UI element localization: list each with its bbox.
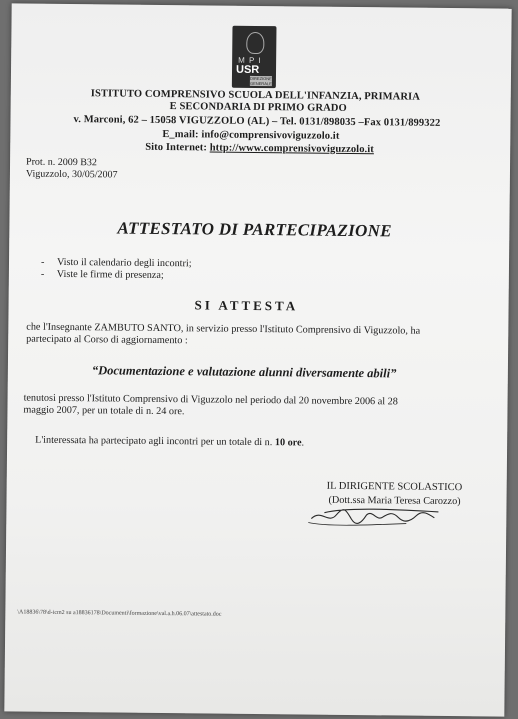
school-name-line1: ISTITUTO COMPRENSIVO SCUOLA DELL'INFANZIA, PRIMARIA [90,88,421,103]
body-line-5 [35,435,304,449]
republic-emblem-icon [246,32,264,54]
si-attesta-heading: SI ATTESTA [194,297,299,314]
handwritten-signature [306,505,446,528]
hours-value: 10 ore [274,437,302,449]
school-name-line2: E SECONDARIA DI PRIMO GRADO [169,101,347,114]
hours-text: L'interessata ha partecipato agli incontri per un totale di n. [35,434,275,449]
place-date: Viguzzolo, 30/05/2007 [25,168,118,181]
premise-1 [41,257,192,270]
signatory-role: IL DIRIGENTE SCOLASTICO [326,480,463,494]
school-website [145,142,374,155]
logo-text-usr: USR [235,63,260,76]
email-value: info@comprensivoviguzzolo.it [201,129,340,142]
email-label: E_mail: [162,128,199,141]
signatory-name: (Dott.ssa Maria Teresa Carozzo) [328,494,461,508]
usr-logo [232,26,277,88]
logo-text-mpi: M P I [238,55,262,66]
body-line-1: che l'Insegnante ZAMBUTO SANTO, in servizio presso l'Istituto Comprensivo di Viguzzolo, ha [26,321,421,337]
premise-text: Visto il calendario degli incontri; [56,256,192,270]
school-email [162,129,339,142]
protocol-number: Prot. n. 2009 B32 [26,156,97,169]
premise-2 [41,269,164,281]
bullet-dash: - [40,268,45,280]
bullet-dash: - [40,256,45,268]
body-line-2: partecipato al Corso di aggiornamento : [26,333,188,347]
school-address: v. Marconi, 62 – 15058 VIGUZZOLO (AL) – Tel. 0131/898035 –Fax 0131/899322 [73,114,441,129]
document-title: ATTESTATO DI PARTECIPAZIONE [117,218,392,241]
body-line-3: tenutosi presso l'Istituto Comprensivo di Viguzzolo nel periodo dal 20 novembre 2006 al 28 [23,392,398,408]
hours-period: . [301,437,305,449]
website-label: Sito Internet: [145,141,208,154]
file-path-footer: \A18836\78\d-icm2 su a18836178\Documenti\formazione\val.a.h.06.07\attestato.doc [17,609,222,618]
certificate-sheet [4,3,511,716]
logo-text-direzione: DIREZIONE GENERALE [249,75,272,87]
premise-text: Viste le firme di presenza; [56,268,164,282]
course-title: “Documentazione e valutazione alunni diversamente abili” [91,363,397,381]
website-value: http://www.comprensivoviguzzolo.it [209,142,374,156]
body-line-4: maggio 2007, per un totale di n. 24 ore. [23,404,185,418]
